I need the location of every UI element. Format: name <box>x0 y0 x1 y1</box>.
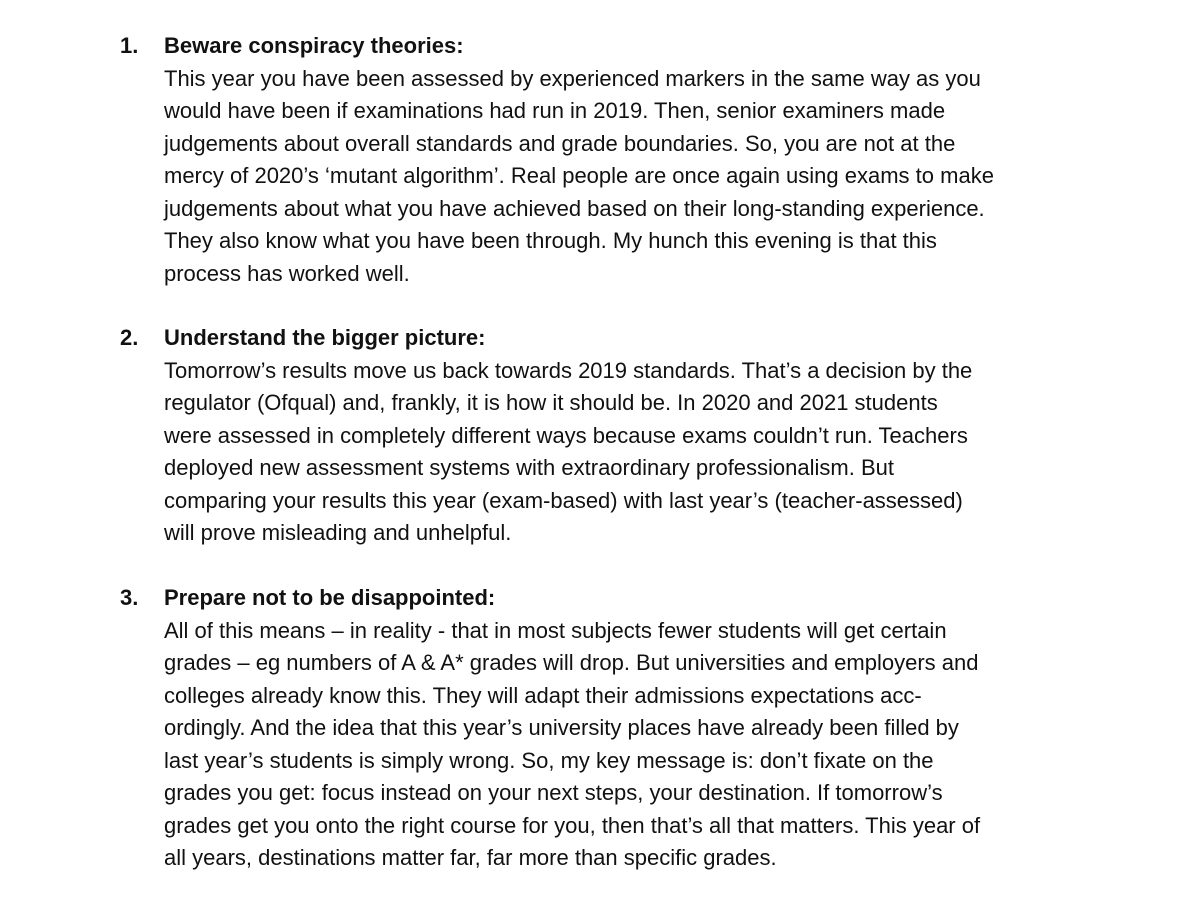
paragraph-line: were assessed in completely different ways because exams couldn’t run. Teachers <box>164 422 968 448</box>
paragraph-line: Tomorrow’s results move us back towards 2019 standards. That’s a decision by the <box>164 357 973 383</box>
item-heading: Understand the bigger picture: <box>164 325 486 350</box>
paragraph-line: last year’s students is simply wrong. So, my key message is: don’t fixate on the <box>164 747 934 773</box>
paragraph-line: deployed new assessment systems with extraordinary professionalism. But <box>164 455 894 480</box>
item-content <box>164 322 1114 550</box>
item-number: 3. <box>120 585 139 610</box>
paragraph-line: process has worked well. <box>164 260 410 286</box>
paragraph-line: comparing your results this year (exam-based) with last year’s (teacher-assessed) <box>164 487 963 513</box>
paragraph-line: ordingly. And the idea that this year’s university places have already been filled by <box>164 715 959 740</box>
paragraph-line: will prove misleading and unhelpful. <box>164 520 512 545</box>
paragraph-line: all years, destinations matter far, far more than specific grades. <box>164 845 777 870</box>
item-content <box>164 30 1114 290</box>
paragraph-line: judgements about overall standards and grade boundaries. So, you are not at the <box>164 130 956 156</box>
paragraph-line: They also know what you have been through. My hunch this evening is that this <box>164 228 937 253</box>
paragraph-line: grades you get: focus instead on your next steps, your destination. If tomorrow’s <box>164 780 943 805</box>
item-content <box>164 582 1114 875</box>
item-heading: Beware conspiracy theories: <box>164 33 464 58</box>
paragraph-line: This year you have been assessed by experienced markers in the same way as you <box>164 65 981 91</box>
item-number: 1. <box>120 33 139 58</box>
paragraph-line: would have been if examinations had run in 2019. Then, senior examiners made <box>164 98 946 123</box>
paragraph-line: colleges already know this. They will adapt their admissions expectations acc- <box>164 682 922 708</box>
paragraph-line: All of this means – in reality - that in most subjects fewer students will get certain <box>164 617 947 643</box>
paragraph-line: regulator (Ofqual) and, frankly, it is how it should be. In 2020 and 2021 students <box>164 390 938 415</box>
paragraph-line: mercy of 2020’s ‘mutant algorithm’. Real people are once again using exams to make <box>164 163 994 188</box>
paragraph-line: judgements about what you have achieved based on their long-standing experience. <box>164 195 985 221</box>
paragraph-line: grades – eg numbers of A & A* grades will drop. But universities and employers and <box>164 650 979 675</box>
item-heading: Prepare not to be disappointed: <box>164 585 496 610</box>
paragraph-line: grades get you onto the right course for you, then that’s all that matters. This year of <box>164 812 981 838</box>
item-number: 2. <box>120 325 139 350</box>
